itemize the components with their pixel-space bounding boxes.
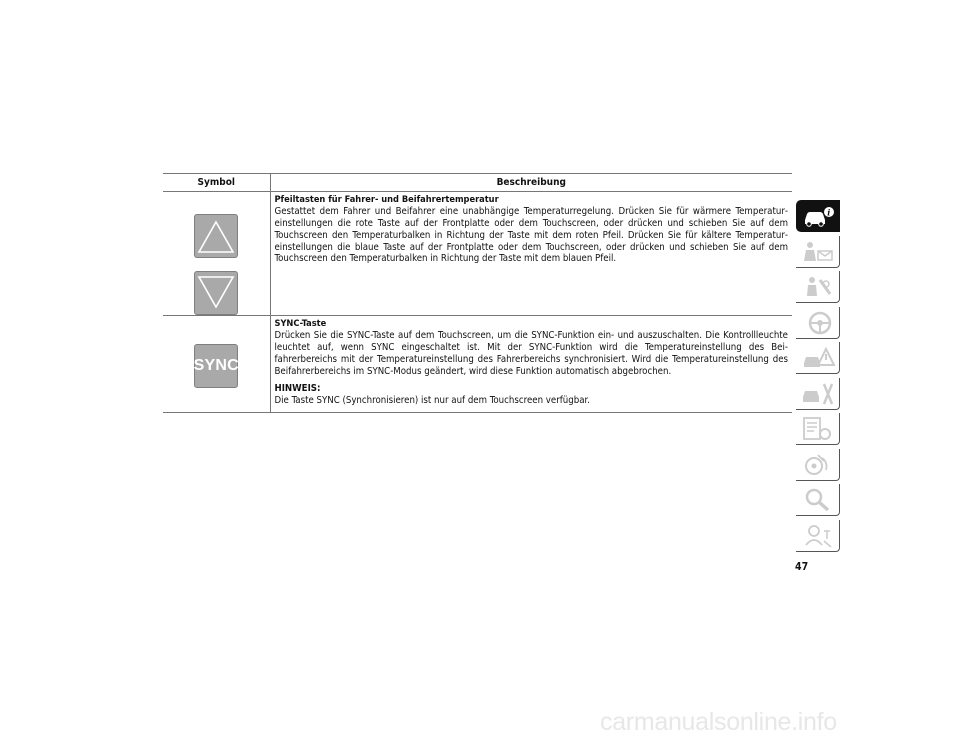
index-icon: [800, 487, 836, 513]
table-row: [163, 315, 792, 412]
tab-steering[interactable]: [796, 307, 840, 339]
sync-button-icon: SYNC: [194, 344, 238, 388]
maintenance-icon: [800, 381, 836, 407]
arrow-down-icon: [194, 271, 238, 315]
breakdown-icon: [800, 345, 836, 371]
symbol-description-table: [163, 173, 792, 413]
watermark: carmanualsonline.info: [600, 708, 837, 736]
header-description: Beschreibung: [270, 174, 792, 192]
tab-index[interactable]: [796, 484, 840, 516]
tab-breakdown[interactable]: [796, 342, 840, 374]
tab-safety[interactable]: [796, 271, 840, 303]
tab-languages[interactable]: [796, 520, 840, 552]
description-cell: [270, 191, 792, 315]
description-cell: [270, 315, 792, 412]
steering-wheel-icon: [800, 310, 836, 336]
row-title: Pfeiltasten für Fahrer- und Beifahrertemperatur: [274, 193, 499, 205]
note-text: Die Taste SYNC (Synchronisieren) ist nur auf dem Touchscreen verfügbar.: [274, 395, 590, 407]
row-title: SYNC-Taste: [274, 317, 327, 329]
row-text: Gestattet dem Fahrer und Beifahrer eine unabhängige Temperaturregelung. Drücken Sie für wärmere Temperatureinstellungen die rote Taste auf der Frontplatte oder dem Touchscreen, oder drücken und schieben Sie auf dem Touchscreen den Temperaturbalken in Richtung der Taste mit dem roten Pfeil. Drücken Sie für kältere Temperatureinstellungen die blaue Taste auf der Frontplatte oder dem Touchscreen, oder drücken und schieben Sie auf dem Touchscreen den Temperaturbalken in Richtung der Taste mit dem blauen Pfeil.: [274, 205, 788, 265]
seatbelt-airbag-icon: [800, 239, 836, 265]
tab-specifications[interactable]: [796, 413, 840, 445]
symbol-cell: [163, 315, 270, 412]
tab-maintenance[interactable]: [796, 378, 840, 410]
header-symbol: Symbol: [163, 174, 270, 192]
languages-icon: [800, 523, 836, 549]
svg-text:i: i: [827, 207, 831, 218]
specifications-icon: [800, 416, 836, 442]
symbol-cell: [163, 191, 270, 315]
tab-car-info[interactable]: [796, 200, 840, 232]
arrow-up-icon: [194, 214, 238, 258]
chapter-tabs: [796, 200, 840, 555]
tab-seatbelt-airbag[interactable]: [796, 236, 840, 268]
row-text: Drücken Sie die SYNC-Taste auf dem Touchscreen, um die SYNC-Funktion ein- und auszuschalten. Die Kontrollleuchte leuchtet auf, wenn SYNC eingeschaltet ist. Mit der SYNC-Funktion wird die Temperatureinstellung des Beifahrerbereichs mit der Temperatureinstellung des Fahrerbereichs synchronisiert. Wird die Temperatureinstellung des Beifahrerbereichs im SYNC-Modus geändert, wird diese Funktion automatisch abgebrochen.: [274, 329, 788, 377]
table-header-row: [163, 174, 792, 192]
safety-icon: [800, 274, 836, 300]
table-row: [163, 191, 792, 315]
tab-multimedia[interactable]: [796, 449, 840, 481]
page-number: 47: [795, 561, 809, 573]
car-info-icon: [800, 203, 836, 229]
multimedia-icon: [800, 452, 836, 478]
note-label: HINWEIS:: [274, 383, 321, 395]
